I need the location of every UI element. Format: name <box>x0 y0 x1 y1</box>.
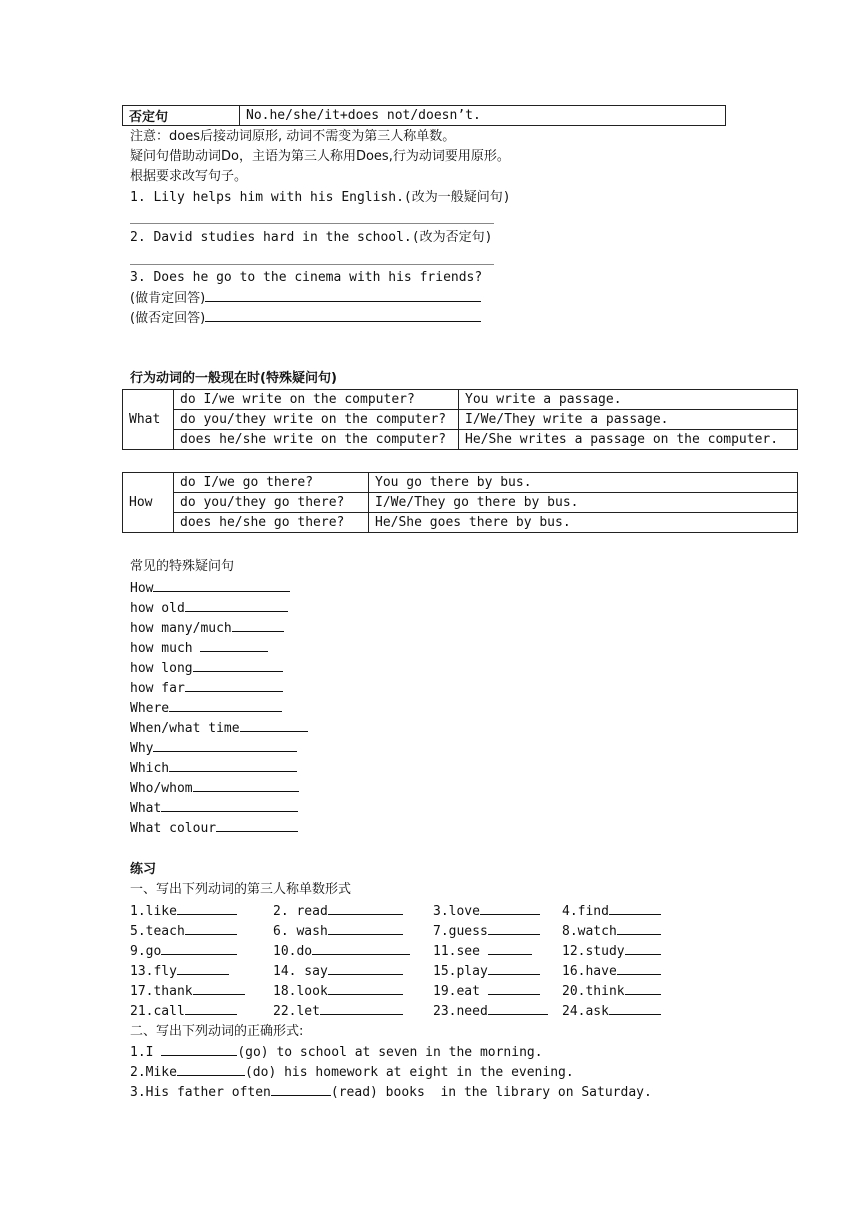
verb-label: 18.look <box>273 984 328 999</box>
how-head: How <box>123 473 174 533</box>
verb-blank[interactable] <box>480 901 540 915</box>
verb-blank[interactable] <box>328 961 403 975</box>
verb-label: 17.thank <box>130 984 193 999</box>
verb-blank[interactable] <box>488 1001 548 1015</box>
positive-label: (做肯定回答) <box>130 291 206 306</box>
verb-label: 13.fly <box>130 964 177 979</box>
wh-item <box>130 618 284 639</box>
negative-table <box>122 105 726 126</box>
wh-blank[interactable] <box>193 658 283 672</box>
note-2: 疑问句借助动词Do，主语为第三人称用Does,行为动词要用原形。 <box>130 149 510 164</box>
verb-blank[interactable] <box>320 1001 403 1015</box>
verb-blank[interactable] <box>488 941 532 955</box>
wh-word: Which <box>130 761 170 776</box>
what-a-1: You write a passage. <box>459 390 798 410</box>
wh-item <box>130 738 297 759</box>
verb-blank[interactable] <box>312 941 410 955</box>
wh-item <box>130 818 298 839</box>
verb-blank[interactable] <box>609 1001 661 1015</box>
verb-label: 10.do <box>273 944 313 959</box>
fill-blank[interactable] <box>161 1042 237 1056</box>
fill-blank[interactable] <box>177 1062 245 1076</box>
wh-word: When/what time <box>130 721 240 736</box>
verb-label: 23.need <box>433 1004 488 1019</box>
wh-blank[interactable] <box>169 698 282 712</box>
wh-item <box>130 758 297 779</box>
what-head: What <box>123 390 174 450</box>
verb-label: 24.ask <box>562 1004 609 1019</box>
answer-line-1[interactable] <box>130 223 494 224</box>
how-a-2: I/We/They go there by bus. <box>369 493 798 513</box>
how-table <box>122 472 798 533</box>
how-a-1: You go there by bus. <box>369 473 798 493</box>
verb-label: 15.play <box>433 964 488 979</box>
verb-blank[interactable] <box>488 961 540 975</box>
wh-blank[interactable] <box>200 638 268 652</box>
question-3-negative <box>130 308 481 329</box>
wh-word: Where <box>130 701 170 716</box>
fill-blank[interactable] <box>271 1082 331 1096</box>
verb-blank[interactable] <box>625 981 661 995</box>
verb-blank[interactable] <box>177 901 237 915</box>
negative-content: No.he/she/it+does not/doesn’t. <box>240 106 726 126</box>
question-3: 3. Does he go to the cinema with his friends? <box>130 270 483 285</box>
verb-label: 14. say <box>273 964 328 979</box>
part2-title: 二、写出下列动词的正确形式: <box>130 1024 304 1039</box>
wh-blank[interactable] <box>193 778 299 792</box>
how-a-3: He/She goes there by bus. <box>369 513 798 533</box>
what-table <box>122 389 798 450</box>
wh-item <box>130 598 288 619</box>
positive-answer-line[interactable] <box>205 288 481 302</box>
verb-label: 9.go <box>130 944 162 959</box>
verb-blank[interactable] <box>328 921 403 935</box>
wh-blank[interactable] <box>185 678 283 692</box>
verb-label: 11.see <box>433 944 488 959</box>
note-3: 根据要求改写句子。 <box>130 169 248 184</box>
verb-label: 6. wash <box>273 924 328 939</box>
verb-label: 4.find <box>562 904 609 919</box>
verb-blank[interactable] <box>617 961 661 975</box>
how-q-1: do I/we go there? <box>174 473 369 493</box>
verb-label: 7.guess <box>433 924 488 939</box>
practice-title: 练习 <box>130 862 157 877</box>
note-1: 注意：does后接动词原形, 动词不需变为第三人称单数。 <box>130 129 456 144</box>
fill-sentence-2: 2.Mike (do) his homework at eight in the evening. <box>130 1062 574 1083</box>
verb-label: 20.think <box>562 984 625 999</box>
wh-word: How <box>130 581 154 596</box>
question-1: 1. Lily helps him with his English.(改为一般疑问句) <box>130 190 511 205</box>
wh-item <box>130 678 283 699</box>
wh-word: What <box>130 801 162 816</box>
wh-item <box>130 578 290 599</box>
wh-blank[interactable] <box>169 758 297 772</box>
how-q-3: does he/she go there? <box>174 513 369 533</box>
wh-blank[interactable] <box>161 798 298 812</box>
answer-line-2[interactable] <box>130 264 494 265</box>
what-q-1: do I/we write on the computer? <box>174 390 459 410</box>
wh-item <box>130 658 283 679</box>
verb-blank[interactable] <box>193 981 245 995</box>
wh-item <box>130 718 308 739</box>
verb-blank[interactable] <box>625 941 661 955</box>
negative-answer-label: (做否定回答) <box>130 311 206 326</box>
wh-item <box>130 778 299 799</box>
verb-blank[interactable] <box>328 981 403 995</box>
verb-label: 8.watch <box>562 924 617 939</box>
verb-label: 12.study <box>562 944 625 959</box>
wh-blank[interactable] <box>232 618 284 632</box>
wh-word: how long <box>130 661 193 676</box>
question-2: 2. David studies hard in the school.(改为否定句) <box>130 230 493 245</box>
verb-blank[interactable] <box>177 961 229 975</box>
wh-word: Who/whom <box>130 781 193 796</box>
verb-blank[interactable] <box>328 901 403 915</box>
wh-word: how much <box>130 641 201 656</box>
how-q-2: do you/they go there? <box>174 493 369 513</box>
wh-item <box>130 638 268 659</box>
wh-word: how many/much <box>130 621 232 636</box>
what-q-3: does he/she write on the computer? <box>174 430 459 450</box>
verb-label: 2. read <box>273 904 328 919</box>
part1-title: 一、写出下列动词的第三人称单数形式 <box>130 882 352 897</box>
verb-blank[interactable] <box>488 981 540 995</box>
wh-blank[interactable] <box>216 818 298 832</box>
verb-label: 16.have <box>562 964 617 979</box>
verb-blank[interactable] <box>185 921 237 935</box>
verb-label: 22.let <box>273 1004 320 1019</box>
question-3-positive <box>130 288 481 309</box>
negative-label: 否定句 <box>123 106 240 126</box>
fill-sentence-3: 3.His father often (read) books in the library on Saturday. <box>130 1082 652 1103</box>
wh-blank[interactable] <box>185 598 288 612</box>
wh-blank[interactable] <box>240 718 308 732</box>
what-a-3: He/She writes a passage on the computer. <box>459 430 798 450</box>
wh-word: Why <box>130 741 154 756</box>
verb-label: 3.love <box>433 904 480 919</box>
wh-word: What colour <box>130 821 217 836</box>
section-title: 行为动词的一般现在时(特殊疑问句) <box>130 371 337 386</box>
verb-label: 1.like <box>130 904 177 919</box>
verb-blank[interactable] <box>161 941 237 955</box>
wh-item <box>130 798 298 819</box>
wh-blank[interactable] <box>153 738 297 752</box>
what-a-2: I/We/They write a passage. <box>459 410 798 430</box>
wh-title: 常见的特殊疑问句 <box>130 559 235 574</box>
verb-label: 21.call <box>130 1004 185 1019</box>
wh-item <box>130 698 282 719</box>
wh-word: how far <box>130 681 185 696</box>
fill-sentence-1: 1.I (go) to school at seven in the morning. <box>130 1042 543 1063</box>
verb-label: 5.teach <box>130 924 185 939</box>
verb-label: 19.eat <box>433 984 488 999</box>
what-q-2: do you/they write on the computer? <box>174 410 459 430</box>
verb-blank[interactable] <box>617 921 661 935</box>
verb-blank[interactable] <box>488 921 540 935</box>
verb-blank[interactable] <box>185 1001 237 1015</box>
verb-blank[interactable] <box>609 901 661 915</box>
wh-word: how old <box>130 601 185 616</box>
wh-blank[interactable] <box>153 578 290 592</box>
negative-answer-line[interactable] <box>205 308 481 322</box>
